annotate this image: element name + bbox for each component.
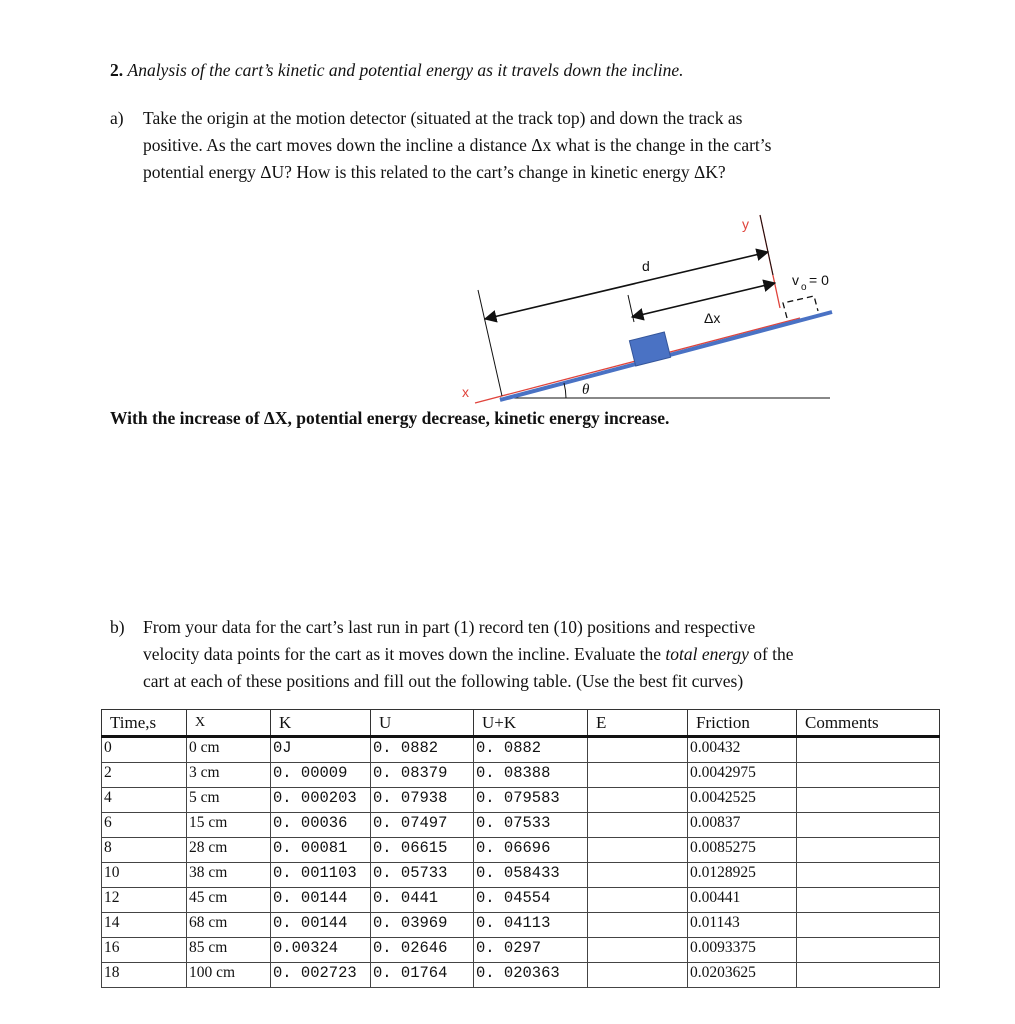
- cell-x: 0 cm: [187, 737, 271, 763]
- v0-symbol: v: [792, 272, 799, 288]
- cell-time: 6: [102, 813, 187, 838]
- cell-e: [588, 863, 688, 888]
- cell-x: 15 cm: [187, 813, 271, 838]
- cell-u-plus-k: 0. 04554: [474, 888, 588, 913]
- cell-friction: 0.0093375: [688, 938, 797, 963]
- cell-k: 0. 00144: [271, 913, 371, 938]
- header-comments: Comments: [797, 710, 940, 737]
- table-row: [102, 963, 940, 988]
- cell-u: 0. 08379: [371, 763, 474, 788]
- energy-table: [101, 709, 940, 988]
- header-time: Time,s: [102, 710, 187, 737]
- part-b-question: [143, 614, 943, 695]
- cell-e: [588, 888, 688, 913]
- section-number: 2.: [110, 60, 124, 80]
- cell-comments: [797, 913, 940, 938]
- cell-k: 0. 00144: [271, 888, 371, 913]
- part-a-line-3: potential energy ΔU? How is this related to the cart’s change in kinetic energy ΔK?: [143, 162, 726, 182]
- cell-u: 0. 02646: [371, 938, 474, 963]
- table-row: [102, 813, 940, 838]
- cell-k: 0.00324: [271, 938, 371, 963]
- table-row: [102, 788, 940, 813]
- cell-k: 0. 00081: [271, 838, 371, 863]
- header-friction: Friction: [688, 710, 797, 737]
- part-b-line-1: From your data for the cart’s last run in part (1) record ten (10) positions and respective: [143, 617, 756, 637]
- cell-u-plus-k: 0. 08388: [474, 763, 588, 788]
- cell-u: 0. 0882: [371, 737, 474, 763]
- d-extension-left: [478, 290, 502, 396]
- header-u-plus-k: U+K: [474, 710, 588, 737]
- cell-x: 3 cm: [187, 763, 271, 788]
- cell-time: 18: [102, 963, 187, 988]
- part-b-line-2-end: of the: [748, 644, 794, 664]
- cell-friction: 0.00837: [688, 813, 797, 838]
- part-b-label: b): [110, 617, 125, 637]
- answer-text: With the increase of ΔX, potential energy decrease, kinetic energy increase.: [110, 408, 670, 428]
- cell-k: 0. 00036: [271, 813, 371, 838]
- cell-x: 28 cm: [187, 838, 271, 863]
- cell-u-plus-k: 0. 06696: [474, 838, 588, 863]
- table-header-row: [102, 710, 940, 737]
- table-row: [102, 863, 940, 888]
- table-row: [102, 737, 940, 763]
- cell-u-plus-k: 0. 079583: [474, 788, 588, 813]
- cell-comments: [797, 813, 940, 838]
- cell-time: 16: [102, 938, 187, 963]
- cell-u-plus-k: 0. 04113: [474, 913, 588, 938]
- table-row: [102, 763, 940, 788]
- cell-u: 0. 07497: [371, 813, 474, 838]
- v0-subscript: o: [801, 282, 807, 293]
- header-k: K: [271, 710, 371, 737]
- cell-comments: [797, 737, 940, 763]
- dx-extension-left: [628, 295, 634, 322]
- d-label: d: [642, 258, 650, 274]
- v0-label: [792, 272, 829, 293]
- cell-x: 85 cm: [187, 938, 271, 963]
- cell-comments: [797, 763, 940, 788]
- d-extension-right: [760, 215, 773, 275]
- cell-friction: 0.00432: [688, 737, 797, 763]
- cell-u-plus-k: 0. 0297: [474, 938, 588, 963]
- cell-u-plus-k: 0. 0882: [474, 737, 588, 763]
- table-row: [102, 888, 940, 913]
- cell-friction: 0.0128925: [688, 863, 797, 888]
- cell-k: 0. 000203: [271, 788, 371, 813]
- cell-time: 14: [102, 913, 187, 938]
- cell-k: 0. 00009: [271, 763, 371, 788]
- table-row: [102, 938, 940, 963]
- cell-x: 38 cm: [187, 863, 271, 888]
- v0-equals: = 0: [809, 272, 829, 288]
- cell-comments: [797, 838, 940, 863]
- cell-comments: [797, 938, 940, 963]
- cell-time: 2: [102, 763, 187, 788]
- section-title: Analysis of the cart’s kinetic and potential energy as it travels down the incline.: [127, 60, 684, 80]
- cell-friction: 0.0042975: [688, 763, 797, 788]
- cell-x: 45 cm: [187, 888, 271, 913]
- cell-u: 0. 03969: [371, 913, 474, 938]
- cell-e: [588, 763, 688, 788]
- part-a-line-1: Take the origin at the motion detector (situated at the track top) and down the track as: [143, 108, 743, 128]
- theta-arc: [564, 383, 566, 398]
- cell-comments: [797, 888, 940, 913]
- cart: [629, 332, 670, 366]
- part-a-line-2: positive. As the cart moves down the incline a distance Δx what is the change in the cart’s: [143, 135, 772, 155]
- header-x: X: [187, 710, 271, 737]
- cell-k: 0J: [271, 737, 371, 763]
- cell-time: 4: [102, 788, 187, 813]
- cell-k: 0. 001103: [271, 863, 371, 888]
- part-a-label: a): [110, 108, 124, 128]
- cell-friction: 0.0085275: [688, 838, 797, 863]
- cell-u: 0. 05733: [371, 863, 474, 888]
- header-u: U: [371, 710, 474, 737]
- cell-comments: [797, 963, 940, 988]
- cell-u-plus-k: 0. 07533: [474, 813, 588, 838]
- table-row: [102, 838, 940, 863]
- cell-u-plus-k: 0. 020363: [474, 963, 588, 988]
- cell-x: 100 cm: [187, 963, 271, 988]
- initial-cart-outline: [783, 296, 818, 318]
- cell-friction: 0.01143: [688, 913, 797, 938]
- cell-u-plus-k: 0. 058433: [474, 863, 588, 888]
- cell-u: 0. 0441: [371, 888, 474, 913]
- cell-k: 0. 002723: [271, 963, 371, 988]
- cell-u: 0. 01764: [371, 963, 474, 988]
- part-b-line-2: [143, 641, 943, 668]
- cell-x: 5 cm: [187, 788, 271, 813]
- table-row: [102, 913, 940, 938]
- x-label: x: [462, 384, 469, 400]
- cell-u: 0. 06615: [371, 838, 474, 863]
- cell-time: 0: [102, 737, 187, 763]
- cell-x: 68 cm: [187, 913, 271, 938]
- d-arrow: [485, 252, 768, 319]
- y-label: y: [742, 216, 749, 232]
- cell-comments: [797, 788, 940, 813]
- theta-label: θ: [582, 382, 590, 398]
- part-b-line-2-start: velocity data points for the cart as it moves down the incline. Evaluate the: [143, 644, 666, 664]
- header-e: E: [588, 710, 688, 737]
- cell-friction: 0.00441: [688, 888, 797, 913]
- cell-e: [588, 788, 688, 813]
- cell-u: 0. 07938: [371, 788, 474, 813]
- cell-friction: 0.0203625: [688, 963, 797, 988]
- incline-diagram: [0, 0, 1015, 420]
- cell-e: [588, 813, 688, 838]
- cell-e: [588, 963, 688, 988]
- cell-e: [588, 838, 688, 863]
- dx-label: Δx: [704, 310, 721, 326]
- cell-e: [588, 913, 688, 938]
- cell-time: 10: [102, 863, 187, 888]
- part-b-line-3: cart at each of these positions and fill out the following table. (Use the best fit curves): [143, 671, 744, 691]
- cell-friction: 0.0042525: [688, 788, 797, 813]
- total-energy-emphasis: total energy: [665, 644, 749, 664]
- cell-e: [588, 737, 688, 763]
- cell-time: 12: [102, 888, 187, 913]
- cell-comments: [797, 863, 940, 888]
- cell-e: [588, 938, 688, 963]
- cell-time: 8: [102, 838, 187, 863]
